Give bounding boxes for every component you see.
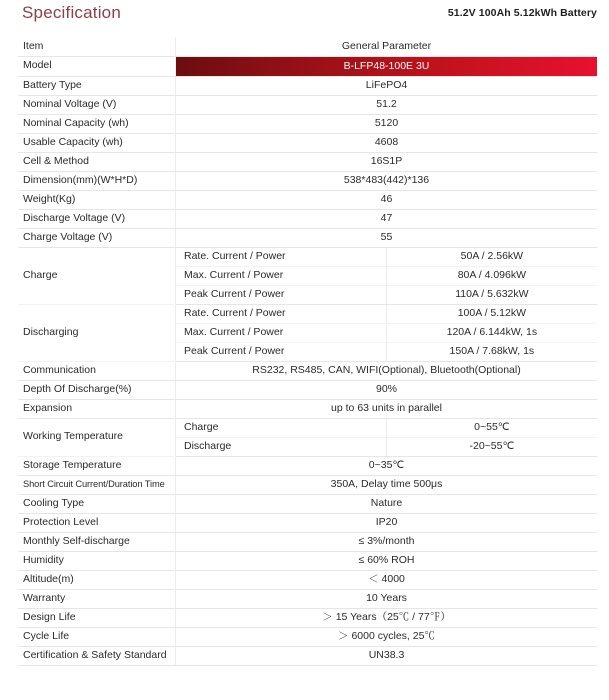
row-value: 120A / 6.144kW, 1s xyxy=(386,323,597,342)
row-value: ≤ 60% ROH xyxy=(176,551,598,570)
table-row xyxy=(18,475,597,494)
page-title: Specification xyxy=(22,3,121,22)
table-row xyxy=(18,589,597,608)
row-value: 538*483(442)*136 xyxy=(176,171,598,190)
row-value: 100A / 5.12kW xyxy=(386,304,597,323)
table-row xyxy=(18,95,597,114)
row-sub-label: Max. Current / Power xyxy=(176,323,387,342)
row-sub-label: Discharge xyxy=(176,437,387,456)
table-row xyxy=(18,114,597,133)
page-header xyxy=(0,0,609,30)
table-row xyxy=(18,532,597,551)
row-value: ≤ 3%/month xyxy=(176,532,598,551)
row-value: 50A / 2.56kW xyxy=(386,247,597,266)
row-item-label: Protection Level xyxy=(18,513,176,532)
product-summary-label: 51.2V 100Ah 5.12kWh Battery xyxy=(447,7,597,19)
row-value: 4608 xyxy=(176,133,598,152)
row-value: 47 xyxy=(176,209,598,228)
row-item-label: Usable Capacity (wh) xyxy=(18,133,176,152)
row-item-label: Design Life xyxy=(18,608,176,627)
table-row xyxy=(18,190,597,209)
row-item-label: Certification & Safety Standard xyxy=(18,646,176,665)
model-highlight-bar: B-LFP48-100E 3U xyxy=(176,57,597,76)
row-item-label: Weight(Kg) xyxy=(18,190,176,209)
row-value: UN38.3 xyxy=(176,646,598,665)
row-sub-label: Rate. Current / Power xyxy=(176,304,387,323)
table-row xyxy=(18,56,597,76)
row-item-label: Working Temperature xyxy=(18,418,176,456)
row-item-label: Cell & Method xyxy=(18,152,176,171)
row-value: Nature xyxy=(176,494,598,513)
row-value: 110A / 5.632kW xyxy=(386,285,597,304)
row-value: -20~55℃ xyxy=(386,437,597,456)
row-item-label: Model xyxy=(18,56,176,76)
table-row xyxy=(18,361,597,380)
row-item-label: Discharging xyxy=(18,304,176,361)
row-item-label: Nominal Voltage (V) xyxy=(18,95,176,114)
table-row xyxy=(18,209,597,228)
table-row xyxy=(18,247,597,266)
row-value: 16S1P xyxy=(176,152,598,171)
row-item-label: Storage Temperature xyxy=(18,456,176,475)
specification-table-body xyxy=(18,37,597,665)
row-value: 350A, Delay time 500μs xyxy=(176,475,598,494)
table-row xyxy=(18,304,597,323)
model-value-cell xyxy=(176,56,598,76)
row-item-label: Communication xyxy=(18,361,176,380)
row-value: 0~55℃ xyxy=(386,418,597,437)
row-value: 5120 xyxy=(176,114,598,133)
row-item-label: Warranty xyxy=(18,589,176,608)
row-value: 150A / 7.68kW, 1s xyxy=(386,342,597,361)
row-item-label: Charge Voltage (V) xyxy=(18,228,176,247)
row-item-label: Expansion xyxy=(18,399,176,418)
table-row xyxy=(18,456,597,475)
table-row xyxy=(18,551,597,570)
table-row xyxy=(18,228,597,247)
specification-table xyxy=(18,37,597,666)
table-row xyxy=(18,646,597,665)
row-item-label: Charge xyxy=(18,247,176,304)
row-value: RS232, RS485, CAN, WIFI(Optional), Bluetooth(Optional) xyxy=(176,361,598,380)
row-value: ＞ 6000 cycles, 25℃ xyxy=(176,627,598,646)
row-value: ＜ 4000 xyxy=(176,570,598,589)
row-sub-label: Charge xyxy=(176,418,387,437)
row-item-label: Depth Of Discharge(%) xyxy=(18,380,176,399)
row-sub-label: Rate. Current / Power xyxy=(176,247,387,266)
table-row xyxy=(18,570,597,589)
table-row xyxy=(18,513,597,532)
table-row xyxy=(18,399,597,418)
row-value: IP20 xyxy=(176,513,598,532)
row-value: up to 63 units in parallel xyxy=(176,399,598,418)
row-value: 46 xyxy=(176,190,598,209)
row-sub-label: Peak Current / Power xyxy=(176,342,387,361)
row-item-label: Humidity xyxy=(18,551,176,570)
row-sub-label: Peak Current / Power xyxy=(176,285,387,304)
row-value: 10 Years xyxy=(176,589,598,608)
row-item-label: Monthly Self-discharge xyxy=(18,532,176,551)
row-sub-label: Max. Current / Power xyxy=(176,266,387,285)
table-row xyxy=(18,152,597,171)
row-value: LiFePO4 xyxy=(176,76,598,95)
table-row xyxy=(18,171,597,190)
table-row xyxy=(18,608,597,627)
table-row xyxy=(18,380,597,399)
row-item-label: Altitude(m) xyxy=(18,570,176,589)
row-item-label: Nominal Capacity (wh) xyxy=(18,114,176,133)
row-item-label: Discharge Voltage (V) xyxy=(18,209,176,228)
row-value: ＞ 15 Years（25℃ / 77℉） xyxy=(176,608,598,627)
table-row xyxy=(18,76,597,95)
row-item-label: Dimension(mm)(W*H*D) xyxy=(18,171,176,190)
row-item-label: Battery Type xyxy=(18,76,176,95)
table-row xyxy=(18,494,597,513)
row-item-label: Cooling Type xyxy=(18,494,176,513)
row-value: 80A / 4.096kW xyxy=(386,266,597,285)
table-row xyxy=(18,418,597,437)
column-header-item: Item xyxy=(18,37,176,56)
table-row xyxy=(18,627,597,646)
row-item-label: Short Circuit Current/Duration Time xyxy=(18,475,176,494)
table-row xyxy=(18,133,597,152)
row-value: 55 xyxy=(176,228,598,247)
row-value: 51.2 xyxy=(176,95,598,114)
row-value: 0~35℃ xyxy=(176,456,598,475)
row-item-label: Cycle Life xyxy=(18,627,176,646)
column-header-value: General Parameter xyxy=(176,37,598,56)
table-header-row xyxy=(18,37,597,56)
row-value: 90% xyxy=(176,380,598,399)
